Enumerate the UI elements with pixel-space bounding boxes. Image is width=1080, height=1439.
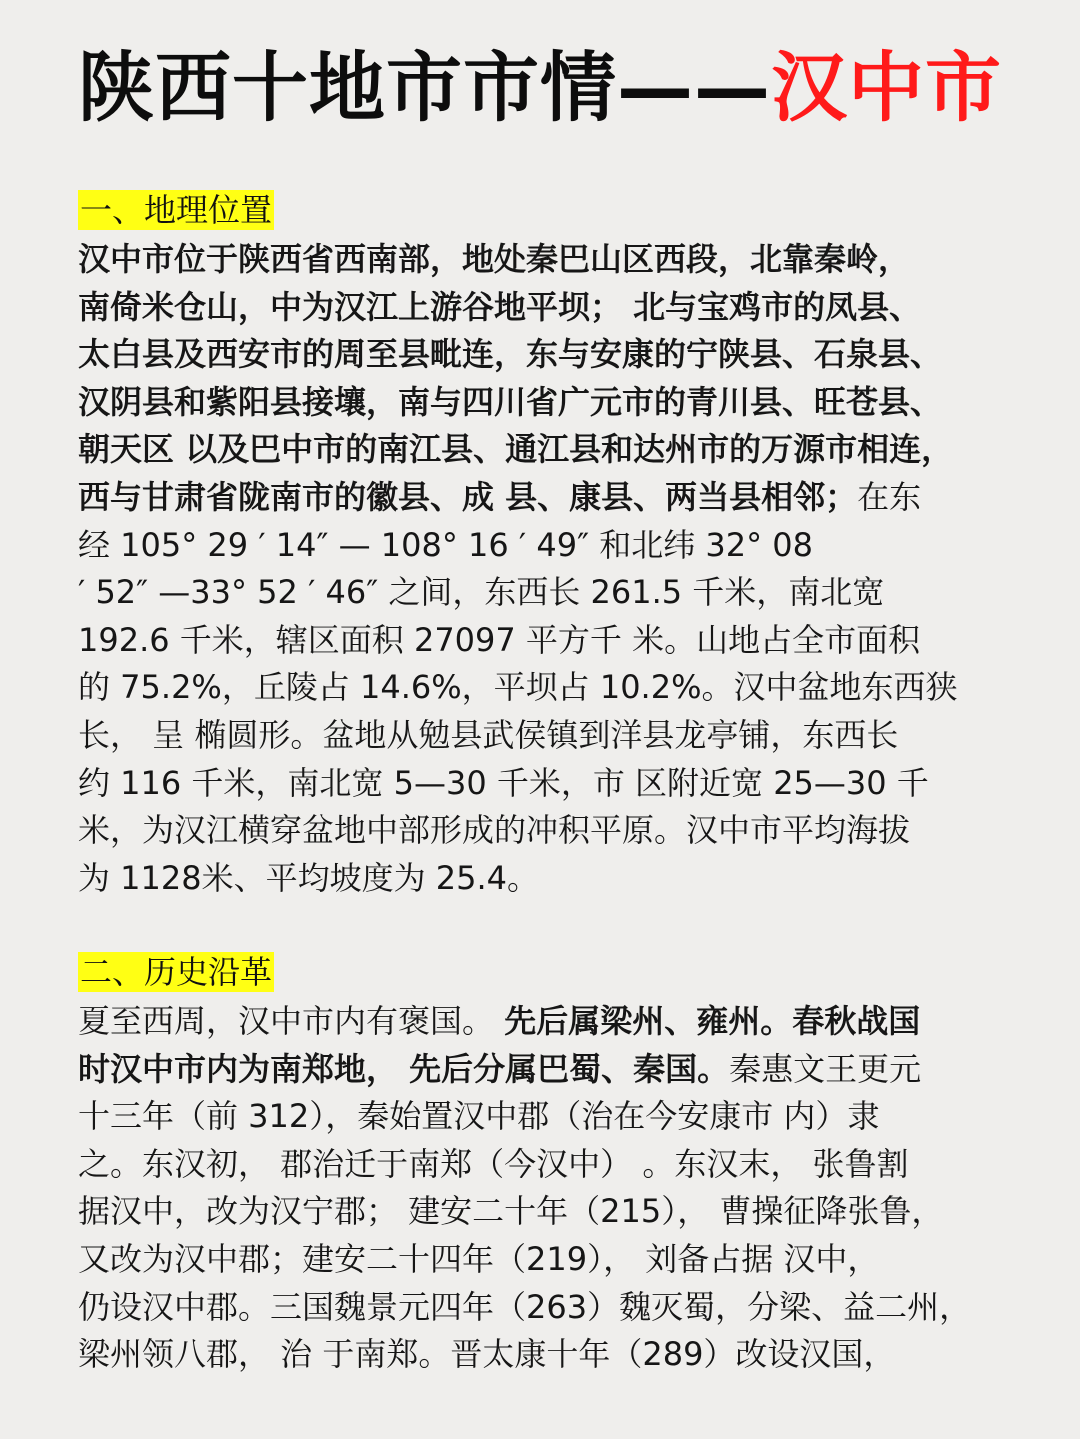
body-line bbox=[78, 569, 1018, 617]
bold-text: 朝天区 以及巴中市的南江县、通江县和达州市的万源市相连， bbox=[78, 430, 954, 469]
bold-text: 太白县及西安市的周至县毗连，东与安康的宁陕县、石泉县、 bbox=[78, 335, 943, 374]
normal-text: 夏至西周，汉中市内有褒国。 bbox=[78, 1002, 505, 1040]
body-line bbox=[78, 379, 1018, 427]
section-body-geography bbox=[78, 236, 1018, 902]
normal-text: 据汉中，改为汉宁郡； 建安二十年（215）， 曹操征降张鲁， bbox=[78, 1192, 944, 1231]
body-line bbox=[78, 760, 1018, 808]
normal-text: 之。东汉初， 郡治迁于南郑（今汉中） 。东汉末， 张鲁割 bbox=[78, 1144, 909, 1183]
normal-text: 的 75.2%，丘陵占 14.6%，平坝占 10.2%。汉中盆地东西狭 bbox=[78, 668, 958, 707]
body-line bbox=[78, 1188, 1018, 1236]
page-title-main: 陕西十地市市情—— bbox=[78, 43, 771, 132]
body-line bbox=[78, 1331, 1018, 1379]
body-line bbox=[78, 855, 1018, 903]
bold-text: 时汉中市内为南郑地， 先后分属巴蜀、秦国。 bbox=[78, 1049, 730, 1088]
normal-text: ′ 52″ —33° 52 ′ 46″ 之间，东西长 261.5 千米，南北宽 bbox=[78, 573, 885, 612]
normal-text: 又改为汉中郡；建安二十四年（219）， 刘备占据 汉中， bbox=[78, 1239, 880, 1278]
section-heading-geography: 一、地理位置 bbox=[80, 191, 273, 229]
bold-text: 汉阴县和紫阳县接壤，南与四川省广元市的青川县、旺苍县、 bbox=[78, 382, 943, 421]
body-line bbox=[78, 1093, 1018, 1141]
body-line bbox=[78, 236, 1018, 284]
page-title bbox=[78, 40, 1002, 136]
normal-text: 为 1128米、平均坡度为 25.4。 bbox=[78, 858, 540, 897]
body-line bbox=[78, 807, 1018, 855]
normal-text: 长， 呈 椭圆形。盆地从勉县武侯镇到洋县龙亭铺，东西长 bbox=[78, 715, 899, 754]
normal-text: 经 105° 29 ′ 14″ — 108° 16 ′ 49″ 和北纬 32° 08 bbox=[78, 525, 813, 564]
body-line bbox=[78, 617, 1018, 665]
body-line bbox=[78, 522, 1018, 570]
body-line bbox=[78, 474, 1018, 522]
bold-text: 南倚米仓山，中为汉江上游谷地平坝； 北与宝鸡市的凤县、 bbox=[78, 287, 922, 326]
body-line bbox=[78, 426, 1018, 474]
body-line bbox=[78, 284, 1018, 332]
normal-text: 仍设汉中郡。三国魏景元四年（263）魏灭蜀，分梁、益二州， bbox=[78, 1287, 972, 1326]
section-body-history bbox=[78, 998, 1018, 1379]
bold-text: 汉中市位于陕西省西南部，地处秦巴山区西段，北靠秦岭， bbox=[78, 240, 911, 278]
normal-text: 米，为汉江横穿盆地中部形成的冲积平原。汉中市平均海拔 bbox=[78, 811, 911, 850]
body-line bbox=[78, 1284, 1018, 1332]
normal-text: 十三年（前 312），秦始置汉中郡（治在今安康市 内）隶 bbox=[78, 1097, 880, 1136]
page-title-accent: 汉中市 bbox=[771, 43, 1002, 132]
bold-text: 先后属梁州、雍州。春秋战国 bbox=[504, 1002, 921, 1040]
bold-text: 西与甘肃省陇南市的徽县、成 县、康县、两当县相邻； bbox=[78, 477, 858, 516]
body-line bbox=[78, 1141, 1018, 1189]
normal-text: 约 116 千米，南北宽 5—30 千米，市 区附近宽 25—30 千 bbox=[78, 763, 929, 802]
section-heading-history: 二、历史沿革 bbox=[80, 953, 273, 991]
body-line bbox=[78, 1046, 1018, 1094]
body-line bbox=[78, 1236, 1018, 1284]
body-line bbox=[78, 664, 1018, 712]
body-line bbox=[78, 331, 1018, 379]
body-line bbox=[78, 712, 1018, 760]
normal-text: 在东 bbox=[857, 477, 922, 516]
normal-text: 秦惠文王更元 bbox=[729, 1049, 922, 1088]
normal-text: 梁州领八郡， 治 于南郑。晋太康十年（289）改设汉国， bbox=[78, 1335, 896, 1374]
section-history bbox=[78, 952, 1018, 1379]
body-line bbox=[78, 998, 1018, 1046]
section-geography bbox=[78, 190, 1018, 902]
normal-text: 192.6 千米，辖区面积 27097 平方千 米。山地占全市面积 bbox=[78, 620, 921, 659]
